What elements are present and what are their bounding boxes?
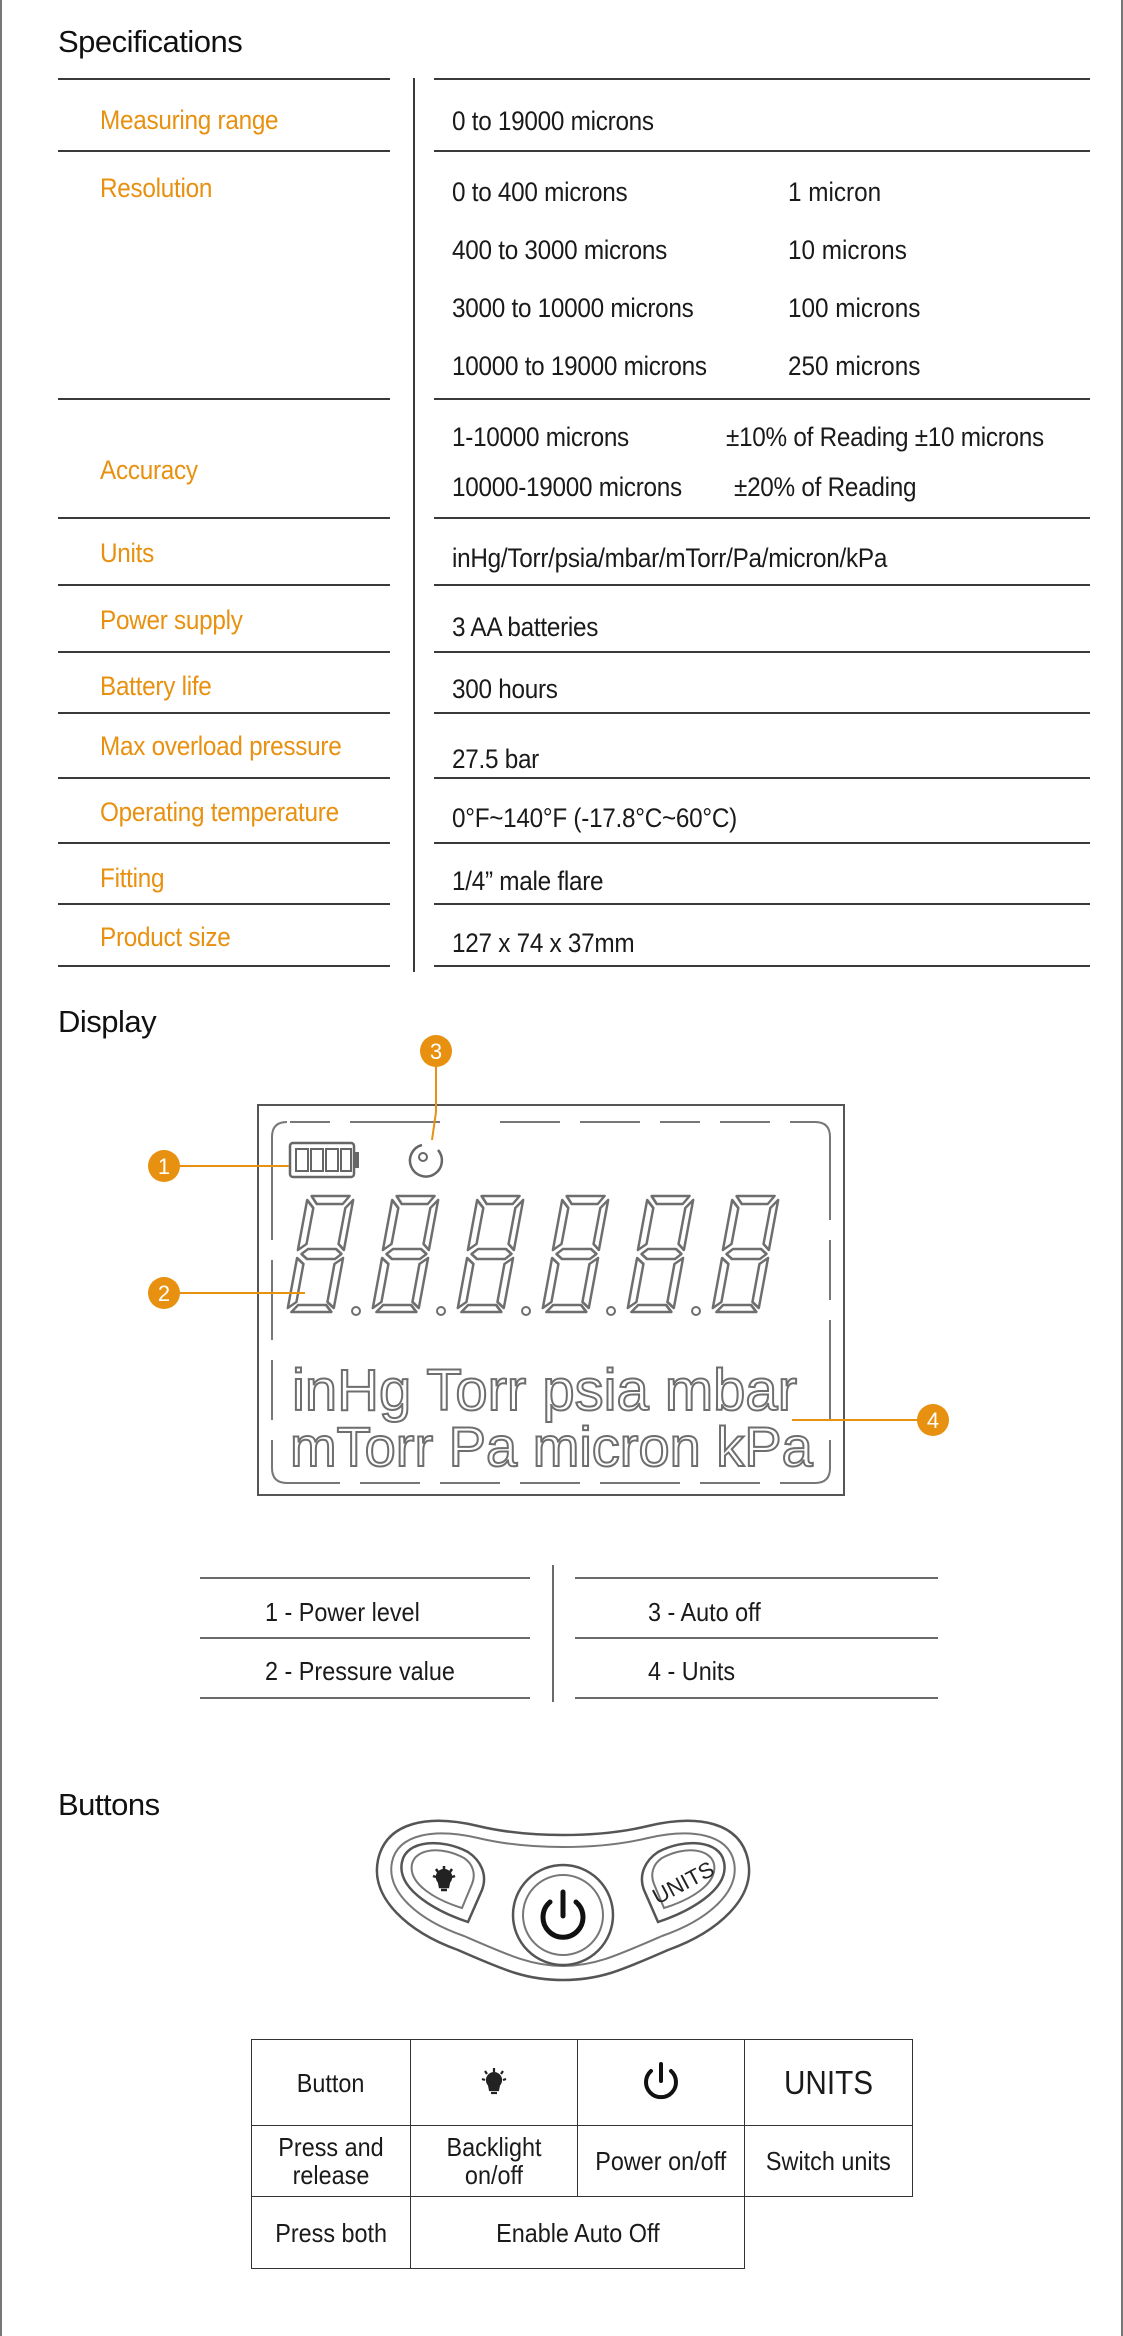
callout-2-label: 2 <box>157 1281 171 1306</box>
buttons-title: Buttons <box>58 1787 160 1822</box>
legend-item-1: 1 - Power level <box>265 1597 420 1627</box>
resolution-step: 1 micron <box>788 177 882 207</box>
max-overload-label: Max overload pressure <box>100 731 342 761</box>
legend-item-4: 4 - Units <box>648 1656 736 1686</box>
row-separator <box>434 398 1090 400</box>
keypad-illustration-shape <box>362 1512 363 1513</box>
row-separator <box>58 398 390 400</box>
legend-item-2: 2 - Pressure value <box>265 1656 455 1686</box>
row-separator <box>58 712 390 714</box>
resolution-step: 100 microns <box>788 293 921 323</box>
row-separator <box>434 517 1090 519</box>
power-icon <box>637 2059 685 2107</box>
table-header-power <box>577 2039 745 2126</box>
row-separator <box>58 517 390 519</box>
lcd-units-row1: inHg Torr psia mbar <box>292 1358 798 1423</box>
row-separator <box>434 903 1090 905</box>
lcd-units-row2: mTorr Pa micron kPa <box>290 1415 813 1478</box>
specifications-title: Specifications <box>58 24 243 59</box>
keypad-drawing-controls <box>368 1812 758 2002</box>
row-separator <box>434 842 1090 844</box>
accuracy-range: 10000-19000 microns <box>452 472 682 502</box>
row-separator <box>434 712 1090 714</box>
specs-divider <box>413 78 415 972</box>
table-header-button: Button <box>251 2039 411 2126</box>
row-separator <box>58 903 390 905</box>
row-separator <box>434 150 1090 152</box>
row-separator <box>58 150 390 152</box>
resolution-step: 10 microns <box>788 235 907 265</box>
measuring-range-value: 0 to 19000 microns <box>452 106 654 136</box>
callout-1-label: 1 <box>157 1154 171 1179</box>
row-separator <box>58 777 390 779</box>
table-cell-switch-units: Switch units <box>744 2125 913 2197</box>
row-separator <box>434 777 1090 779</box>
resolution-range: 0 to 400 microns <box>452 177 628 207</box>
operating-temp-value: 0°F~140°F (-17.8°C~60°C) <box>452 803 737 833</box>
keypad-shape-illustration <box>360 1505 361 1506</box>
keypad-units-label: UNITS <box>648 1856 719 1910</box>
row-separator <box>434 584 1090 586</box>
table-row-press-both: Press both <box>251 2196 411 2269</box>
resolution-label: Resolution <box>100 173 213 203</box>
power-supply-value: 3 AA batteries <box>452 612 599 642</box>
row-separator <box>58 965 390 967</box>
power-supply-label: Power supply <box>100 605 243 635</box>
row-separator <box>434 78 1090 80</box>
legend-item-3: 3 - Auto off <box>648 1597 761 1627</box>
accuracy-label: Accuracy <box>100 455 198 485</box>
battery-life-value: 300 hours <box>452 674 558 704</box>
row-separator <box>58 584 390 586</box>
units-value: inHg/Torr/psia/mbar/mTorr/Pa/micron/kPa <box>452 543 888 573</box>
accuracy-value: ±10% of Reading ±10 microns <box>726 422 1044 452</box>
battery-life-label: Battery life <box>100 671 212 701</box>
keypad-device-illustration <box>362 1509 762 1510</box>
accuracy-range: 1-10000 microns <box>452 422 629 452</box>
resolution-range: 400 to 3000 microns <box>452 235 668 265</box>
lcd-display-diagram <box>0 1020 1123 1520</box>
row-separator <box>58 842 390 844</box>
bulb-icon <box>474 2063 514 2103</box>
units-label: Units <box>100 538 155 568</box>
callout-3-label: 3 <box>429 1039 443 1064</box>
display-title: Display <box>58 1004 157 1039</box>
product-size-value: 127 x 74 x 37mm <box>452 928 635 958</box>
resolution-step: 250 microns <box>788 351 921 381</box>
row-separator <box>434 651 1090 653</box>
product-size-label: Product size <box>100 922 231 952</box>
row-separator <box>58 651 390 653</box>
table-cell-auto-off: Enable Auto Off <box>410 2196 745 2269</box>
table-cell-backlight: Backlight on/off <box>410 2125 578 2197</box>
resolution-range: 10000 to 19000 microns <box>452 351 707 381</box>
table-header-units: UNITS <box>744 2039 913 2126</box>
operating-temp-label: Operating temperature <box>100 797 339 827</box>
max-overload-value: 27.5 bar <box>452 744 540 774</box>
row-separator <box>434 965 1090 967</box>
accuracy-value: ±20% of Reading <box>734 472 917 502</box>
measuring-range-label: Measuring range <box>100 105 279 135</box>
fitting-label: Fitting <box>100 863 165 893</box>
callout-4-label: 4 <box>926 1408 940 1433</box>
table-header-backlight <box>410 2039 578 2126</box>
table-cell-power: Power on/off <box>577 2125 745 2197</box>
fitting-value: 1/4” male flare <box>452 866 604 896</box>
row-separator <box>58 78 390 80</box>
resolution-range: 3000 to 10000 microns <box>452 293 694 323</box>
table-row-press-release: Press and release <box>251 2125 411 2197</box>
